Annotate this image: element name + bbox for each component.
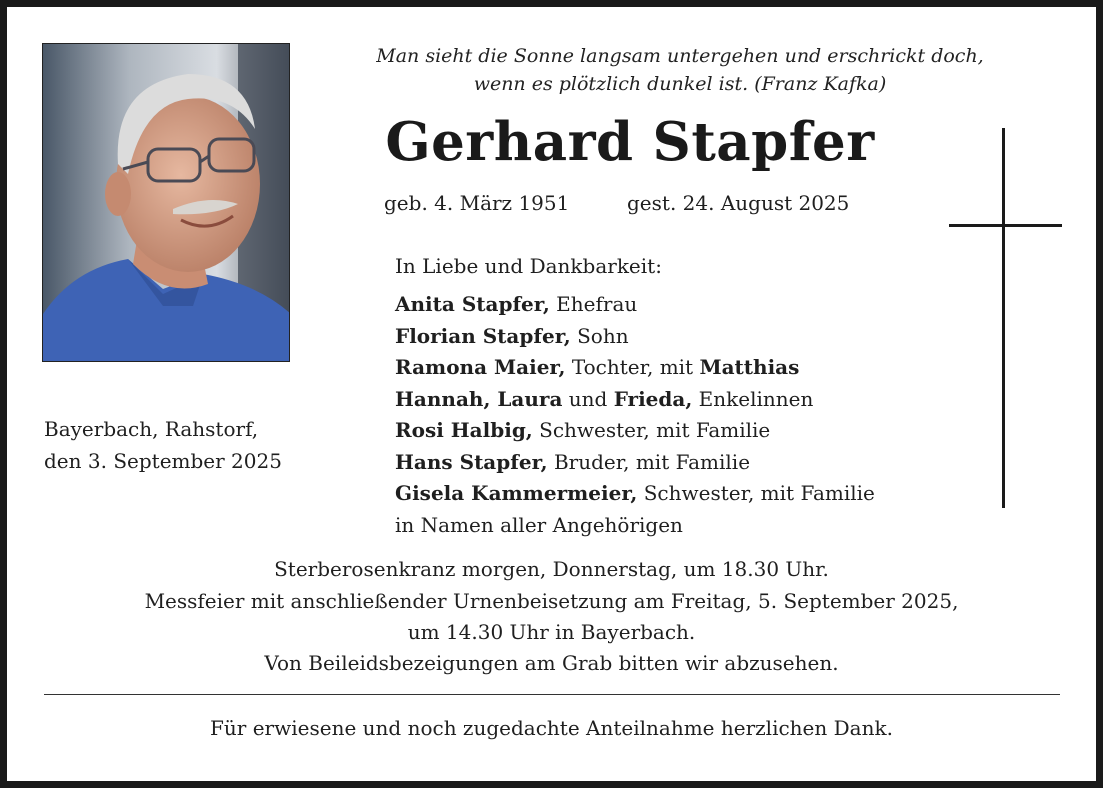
mourners-list (395, 289, 875, 541)
intro-text: In Liebe und Dankbarkeit: (395, 254, 662, 278)
mass-notice-time: um 14.30 Uhr in Bayerbach. (407, 620, 696, 644)
closing-line: in Namen aller Angehörigen (395, 512, 683, 537)
mass-notice: Messfeier mit anschließender Urnenbeisetzung am Freitag, 5. September 2025, (144, 589, 959, 613)
mourner-row: Florian Stapfer, Sohn (395, 323, 629, 348)
mourner-row: Hannah, Laura und Frieda, Enkelinnen (395, 386, 814, 411)
mourner-row: Gisela Kammermeier, Schwester, mit Familie (395, 481, 875, 505)
place-and-date (44, 414, 282, 477)
birth-date: geb. 4. März 1951 (384, 191, 570, 215)
thanks-text: Für erwiesene und noch zugedachte Anteilnahme herzlichen Dank. (210, 716, 893, 740)
rosary-notice: Sterberosenkranz morgen, Donnerstag, um 18.30 Uhr. (274, 557, 829, 581)
quote-line-2: wenn es plötzlich dunkel ist. (Franz Kafka) (473, 73, 887, 95)
quote-line-1: Man sieht die Sonne langsam untergehen und erschrickt doch, (376, 45, 984, 67)
cross-icon-bar (949, 224, 1062, 227)
mourner-row: Anita Stapfer, Ehefrau (395, 292, 638, 316)
death-date: gest. 24. August 2025 (627, 191, 850, 215)
mourner-row: Hans Stapfer, Bruder, mit Familie (395, 449, 751, 474)
mourner-row: Ramona Maier, Tochter, mit Matthias (395, 355, 800, 379)
divider (44, 694, 1060, 695)
place-line-2: den 3. September 2025 (44, 448, 282, 473)
portrait-photo (42, 43, 290, 362)
place-line-1: Bayerbach, Rahstorf, (44, 417, 259, 441)
mourner-row: Rosi Halbig, Schwester, mit Familie (395, 418, 771, 442)
cross-icon (1002, 128, 1005, 508)
deceased-name: Gerhard Stapfer (385, 111, 875, 173)
condolence-notice: Von Beileidsbezeigungen am Grab bitten wir abzusehen. (264, 651, 839, 675)
